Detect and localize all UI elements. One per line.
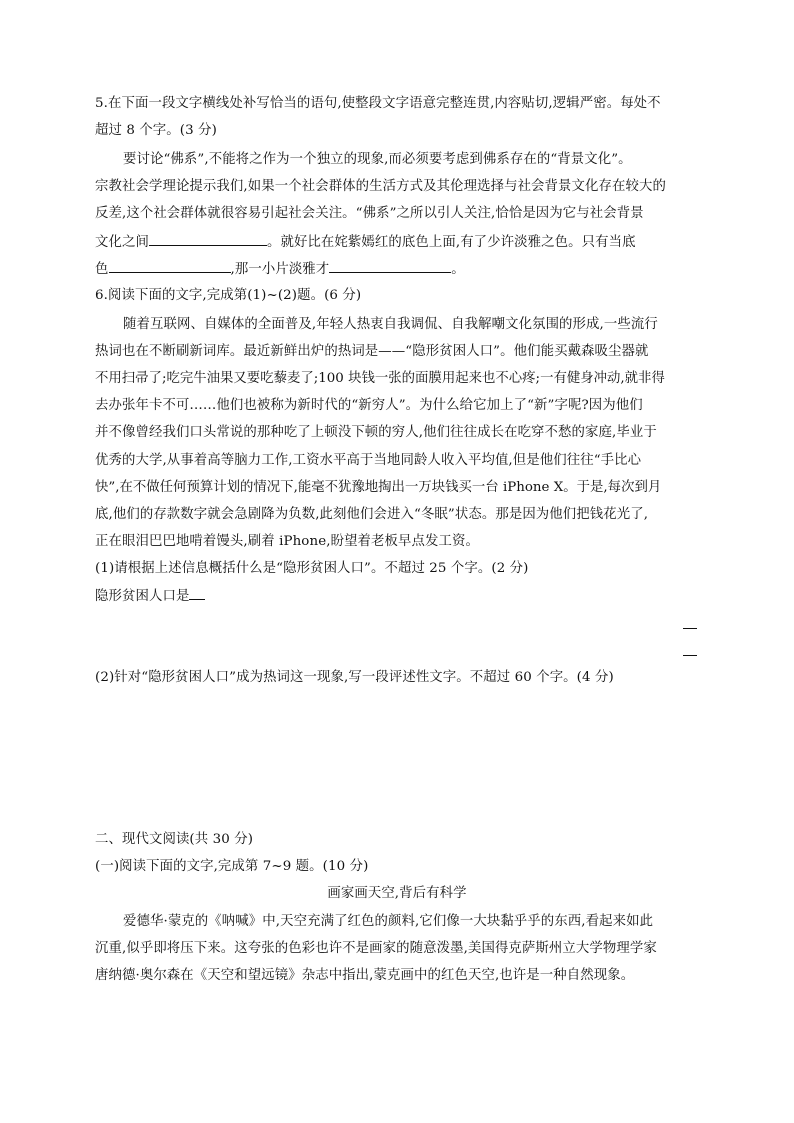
- q5-passage-line1: 要讨论“佛系”,不能将之作为一个独立的现象,而必须要考虑到佛系存在的“背景文化”。: [123, 152, 632, 167]
- q5-passage-line4: [95, 232, 636, 253]
- q6-heading: 6.阅读下面的文字,完成第(1)~(2)题。(6 分): [95, 288, 362, 303]
- q6-passage-line9: 正在眼泪巴巴地啃着馒头,刷着 iPhone,盼望着老板早点发工资。: [95, 534, 479, 549]
- q5-answer-blank-2[interactable]: [109, 259, 231, 273]
- q6-passage-line6: 优秀的大学,从事着高等脑力工作,工资水平高于当地同龄人收入平均值,但是他们往往“手比心: [95, 453, 642, 468]
- q6-passage-line3: 不用扫帚了;吃完牛油果又要吃藜麦了;100 块钱一张的面膜用起来也不心疼;一有健身冲动,就非得: [95, 371, 665, 386]
- q5-text-before-blank2: 色: [95, 262, 109, 277]
- section2-heading: 二、现代文阅读(共 30 分): [95, 832, 254, 847]
- q6-answer-dash-2: [683, 655, 697, 656]
- section2-subheading: (一)阅读下面的文字,完成第 7~9 题。(10 分): [95, 859, 369, 874]
- q6-passage-line8: 底,他们的存款数字就会急剧降为负数,此刻他们会进入“冬眠”状态。那是因为他们把钱花光了,: [95, 507, 649, 522]
- q5-answer-blank-3[interactable]: [329, 259, 451, 273]
- q5-text-after-blank3: 。: [451, 262, 465, 277]
- q5-text-after-blank1: 。就好比在姹紫嫣红的底色上面,有了少许淡雅之色。只有当底: [266, 235, 636, 250]
- article-title: 画家画天空,背后有科学: [327, 886, 467, 901]
- q5-text-before-blank1: 文化之间: [95, 235, 149, 250]
- q5-text-between-blanks: ,那一小片淡雅才: [230, 262, 330, 277]
- q6-answer-prompt: 隐形贫困人口是: [95, 589, 190, 604]
- q5-passage-line2: 宗教社会学理论提示我们,如果一个社会群体的生活方式及其伦理选择与社会背景文化存在较大的: [95, 179, 666, 194]
- q6-answer-line: [95, 586, 205, 607]
- q5-instruction-line2: 超过 8 个字。(3 分): [95, 123, 217, 138]
- article-line3: 唐纳德·奥尔森在《天空和望远镜》杂志中指出,蒙克画中的红色天空,也许是一种自然现象。: [95, 968, 635, 983]
- q5-passage-line5: [95, 259, 465, 280]
- q6-answer-blank[interactable]: [189, 586, 205, 600]
- article-line1: 爱德华·蒙克的《呐喊》中,天空充满了红色的颜料,它们像一大块黏乎乎的东西,看起来如此: [123, 914, 654, 929]
- q5-instruction-line1: 5.在下面一段文字横线处补写恰当的语句,使整段文字语意完整连贯,内容贴切,逻辑严密。每处不: [95, 96, 661, 111]
- q6-passage-line5: 并不像曾经我们口头常说的那种吃了上顿没下顿的穷人,他们往往成长在吃穿不愁的家庭,毕业于: [95, 425, 657, 440]
- q6-passage-line2: 热词也在不断刷新词库。最近新鲜出炉的热词是——“隐形贫困人口”。他们能买戴森吸尘器就: [95, 344, 649, 359]
- q6-answer-dash-1: [683, 628, 697, 629]
- q6-passage-line4: 去办张年卡不可……他们也被称为新时代的“新穷人”。为什么给它加上了“新”字呢?因为他们: [95, 398, 643, 413]
- q6-subquestion-1: (1)请根据上述信息概括什么是“隐形贫困人口”。不超过 25 个字。(2 分): [95, 561, 529, 576]
- q6-passage-line7: 快”,在不做任何预算计划的情况下,能毫不犹豫地掏出一万块钱买一台 iPhone X。于是,每次到月: [95, 480, 662, 495]
- q5-passage-line3: 反差,这个社会群体就很容易引起社会关注。“佛系”之所以引人关注,恰恰是因为它与社会背景: [95, 206, 644, 221]
- q5-answer-blank-1[interactable]: [149, 232, 267, 246]
- q6-passage-line1: 随着互联网、自媒体的全面普及,年轻人热衷自我调侃、自我解嘲文化氛围的形成,一些流行: [123, 317, 658, 332]
- article-line2: 沉重,似乎即将压下来。这夸张的色彩也许不是画家的随意泼墨,美国得克萨斯州立大学物理学家: [95, 941, 657, 956]
- q6-subquestion-2: (2)针对“隐形贫困人口”成为热词这一现象,写一段评述性文字。不超过 60 个字。(4 分): [95, 670, 614, 685]
